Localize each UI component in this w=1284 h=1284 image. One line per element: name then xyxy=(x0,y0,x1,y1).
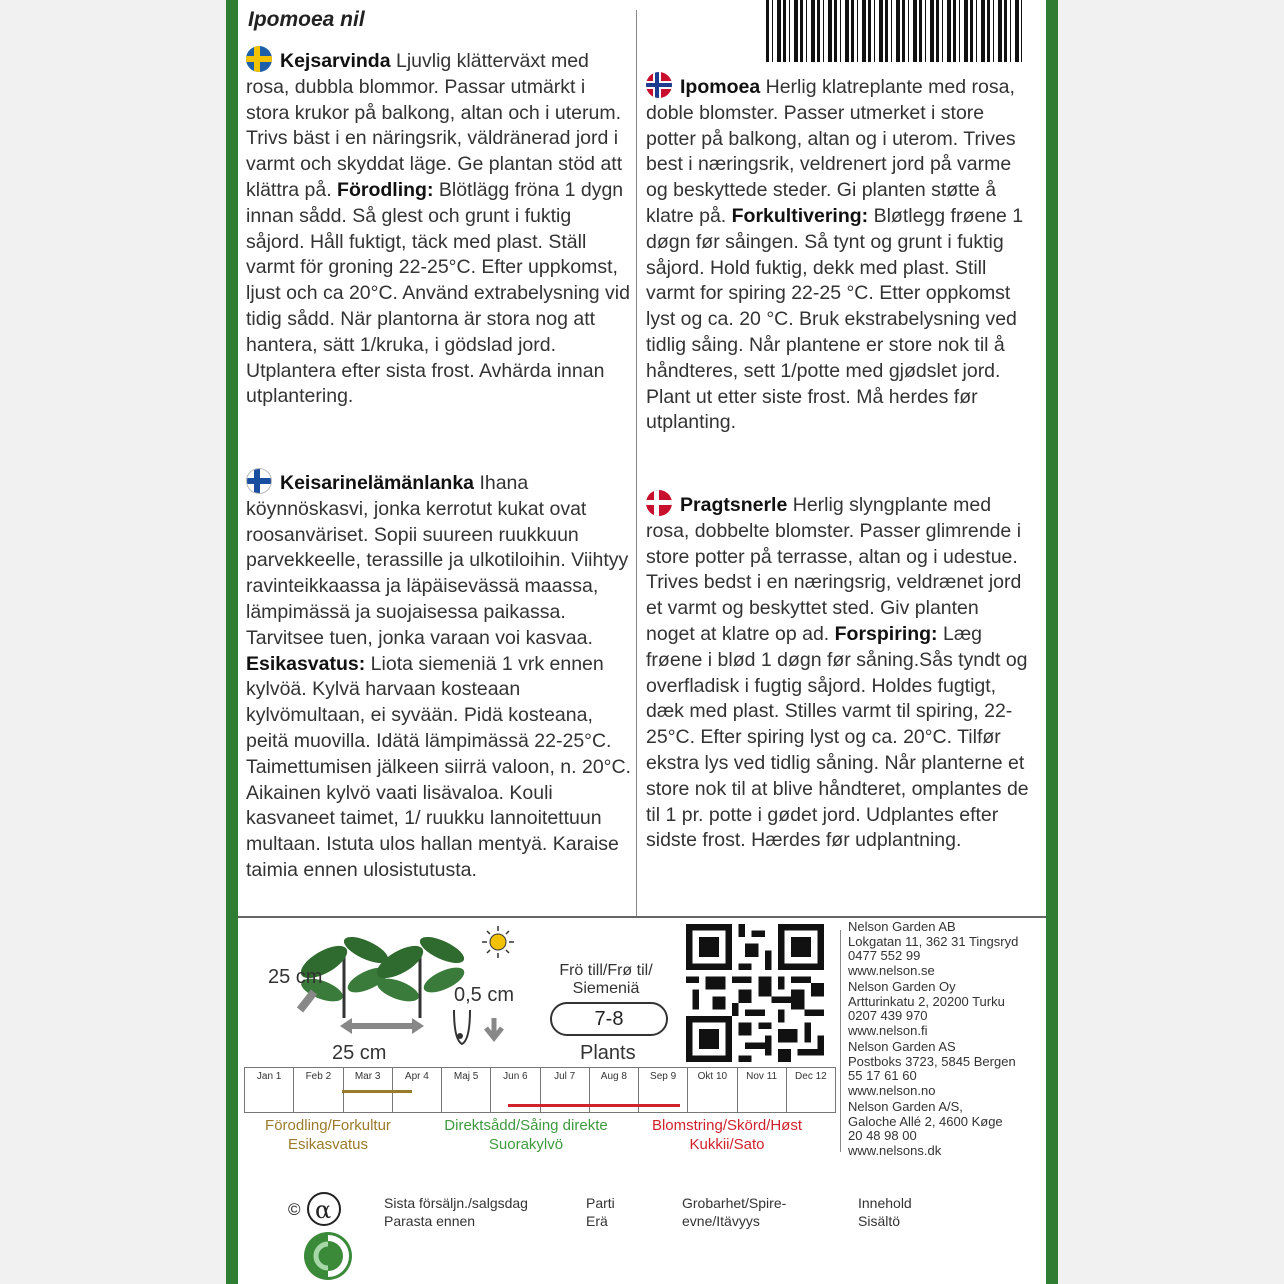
contact-no: Nelson Garden AS Postboks 3723, 5845 Bergen 55 17 61 60 www.nelson.no xyxy=(848,1039,1016,1098)
danish-title: Pragtsnerle xyxy=(680,494,788,516)
alpha-logo-icon xyxy=(304,1190,348,1228)
column-divider xyxy=(636,10,637,916)
plant-spacing-label: 25 cm xyxy=(332,1042,387,1064)
month-cell: Apr 4 xyxy=(393,1068,442,1112)
danish-flag-icon xyxy=(646,490,672,516)
contact-divider xyxy=(840,930,841,1152)
content-field: Innehold Sisältö xyxy=(858,1195,912,1229)
sowing-depth-label: 0,5 cm xyxy=(454,984,515,1006)
norwegian-text-block: Ipomoea Herlig klatreplante med rosa, doble blomster. Passer utmerket i store potter på balkong, altan og i uterom. Trives best i næringsrik, veldrenert jord på varme og beskyttede steder. Gi planten støtte å klatre på. Forkultivering: Bløtlegg frøene 1 døgn før såingen. Så tynt og grunt i fuktig såjord. Hold fuktig, dekk med plast. Still varmt for spiring 22-25 °C. Etter oppkomst lyst og ca. 20 °C. Bruk ekstrabelysning ved tidlig såing. Når plantene er store nok til å håndteres, sett 1/potte med gjødslet jord. Plant ut etter siste frost. Må herdes før utplanting. xyxy=(646,72,1030,436)
danish-text-block: Pragtsnerle Herlig slyngplante med rosa, dobbelte blomster. Passer glimrende i store potter på terrasse, altan og i udestue. Trives bedst i en næringsrig, veldrænet jord et varmt og beskyttet sted. Giv planten noget at klatre op ad. Forspiring: Læg frøene i blød 1 døgn før såning.Sås tyndt og overfladisk i fugtig såjord. Holdes fugtigt, dæk med plast. Stilles varmt til spiring, 22-25°C. Efter spiring lyst og ca. 20°C. Tilfør ekstra lys ved tidlig såning. Når planterne et store nok til at blive håndteret, omplantes de til 1 pr. potte i gødet jord. Udplantes efter sidste frost. Hærdes før udplantning. xyxy=(646,490,1032,854)
svg-text:α: α xyxy=(315,1196,332,1224)
plant-height-label: 25 cm xyxy=(268,966,323,988)
month-cell: Okt 10 xyxy=(688,1068,737,1112)
direct-sowing-legend: Direktsådd/Såing direkte Suorakylvö xyxy=(444,1117,608,1153)
barcode xyxy=(766,0,1022,62)
contact-fi: Nelson Garden Oy Artturinkatu 2, 20200 Turku 0207 439 970 www.nelson.fi xyxy=(848,979,1005,1038)
sun-icon xyxy=(482,926,514,958)
right-green-stripe xyxy=(1046,0,1058,1284)
left-green-stripe xyxy=(226,0,238,1284)
indoor-sowing-bar xyxy=(342,1090,412,1093)
month-cell: Sep 9 xyxy=(639,1068,688,1112)
blooming-bar xyxy=(508,1104,680,1107)
month-cell: Nov 11 xyxy=(738,1068,787,1112)
copyright-symbol: © xyxy=(288,1200,301,1219)
batch-field: Parti Erä xyxy=(586,1195,615,1229)
month-cell: Jul 7 xyxy=(541,1068,590,1112)
plants-label: Plants xyxy=(580,1042,636,1064)
qr-code[interactable] xyxy=(686,924,824,1062)
month-cell: Feb 2 xyxy=(294,1068,343,1112)
norwegian-title: Ipomoea xyxy=(680,76,761,98)
swedish-flag-icon xyxy=(246,46,272,72)
contact-dk: Nelson Garden A/S, Galoche Allé 2, 4600 Køge 20 48 98 00 www.nelsons.dk xyxy=(848,1099,1003,1158)
finnish-title: Keisarinelämänlanka xyxy=(280,472,475,494)
month-cell: Maj 5 xyxy=(442,1068,491,1112)
month-cell: Dec 12 xyxy=(795,1071,827,1082)
norwegian-flag-icon xyxy=(646,72,672,98)
seeds-count: 7-8 xyxy=(550,1002,668,1036)
sell-by-field: Sista försäljn./salgsdag Parasta ennen xyxy=(384,1195,528,1229)
recycle-green-dot-icon xyxy=(302,1230,354,1282)
finnish-text-block: Keisarinelämänlanka Ihana köynnöskasvi, jonka kerrotut kukat ovat roosanväriset. Sopii suureen ruukkuun parvekkeelle, terassille ja ulkotiloihin. Viihtyy ravinteikkaassa ja läpäisevässä maassa, lämpimässä ja suojaisessa paikassa. Tarvitsee tuen, jonka varaan voi kasvaa. Esikasvatus: Liota siemeniä 1 vrk ennen kylvöä. Kylvä harvaan kosteaan kylvömultaan, ei syvään. Pidä kosteana, peitä muovilla. Idätä lämpimässä 22-25°C. Taimettumisen jälkeen siirrä valoon, n. 20°C. Aikainen kylvö vaati lisävaloa. Kouli kasvaneet taimet, 1/ ruukku lannoitettuun multaan. Istuta ulos hallan mentyä. Karaise taimia ennen ulosistutusta. xyxy=(246,468,634,884)
contact-se: Nelson Garden AB Lokgatan 11, 362 31 Tingsryd 0477 552 99 www.nelson.se xyxy=(848,919,1019,978)
month-cell: Aug 8 xyxy=(590,1068,639,1112)
month-cell: Jan 1 xyxy=(245,1068,294,1112)
swedish-text-block: Kejsarvinda Ljuvlig klätterväxt med rosa, dubbla blommor. Passar utmärkt i stora krukor på balkong, altan och i uterum. Trivs bäst i en näringsrik, väldränerad jord i varmt och skyddat läge. Ge plantan stöd att klättra på. Förodling: Blötlägg fröna 1 dygn innan sådd. Så glest och grunt i fuktig såjord. Håll fuktigt, täck med plast. Ställ varmt för groning 22-25°C. Efter uppkomst, ljust och ca 20°C. Använd extrabelysning vid tidig sådd. När plantorna är stora nog att hantera, sätt 1/kruka, i gödslad jord. Utplantera efter sista frost. Avhärda innan utplantering. xyxy=(246,46,632,410)
section-divider xyxy=(238,916,1046,918)
blooming-legend: Blomstring/Skörd/Høst Kukkii/Sato xyxy=(651,1117,803,1153)
species-name: Ipomoea nil xyxy=(248,8,365,31)
month-cell: Mar 3 xyxy=(344,1068,393,1112)
swedish-title: Kejsarvinda xyxy=(280,50,391,72)
seeds-label: Frö till/Frø til/ Siemeniä xyxy=(559,962,653,997)
month-cell: Jun 6 xyxy=(491,1068,540,1112)
contact-list xyxy=(848,920,1018,1158)
indoor-sowing-legend: Förodling/Forkultur Esikasvatus xyxy=(265,1117,391,1153)
finnish-flag-icon xyxy=(246,468,272,494)
germination-field: Grobarhet/Spire- evne/Itävyys xyxy=(682,1195,787,1229)
